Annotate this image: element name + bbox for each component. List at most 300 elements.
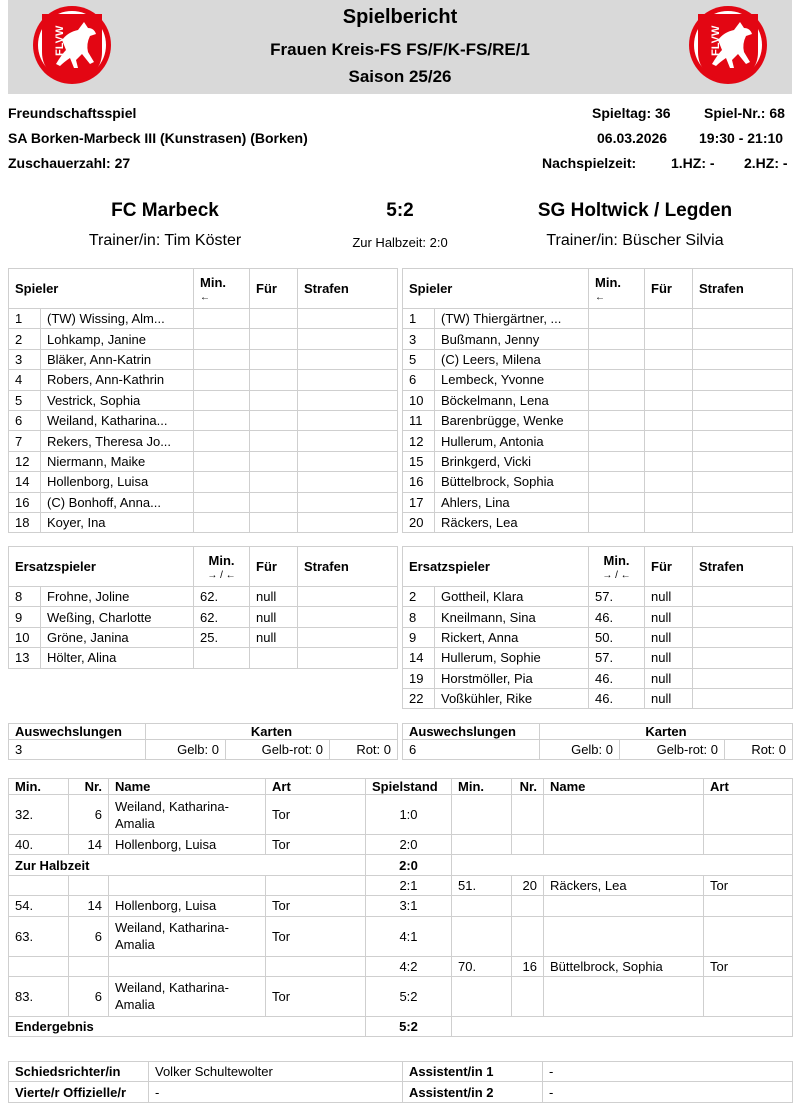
penalties-header: Strafen (693, 269, 793, 309)
home-trainer: Trainer/in: Tim Köster (88, 232, 242, 249)
sub-for (250, 648, 298, 668)
svg-text:FLVW: FLVW (710, 25, 722, 56)
home-goal-kind: Tor (266, 795, 366, 835)
home-goal-kind: Tor (266, 835, 366, 855)
home-subs-table (8, 546, 398, 669)
assistant1-name: - (543, 1062, 793, 1082)
sub-row (9, 648, 398, 668)
player-row (9, 451, 398, 471)
home-goal-minute: 54. (9, 896, 69, 916)
player-number: 15 (403, 451, 435, 471)
player-number: 16 (403, 472, 435, 492)
home-goal-kind (266, 956, 366, 976)
away-goal-scorer (544, 976, 704, 1016)
goal-standing: 3:1 (366, 896, 452, 916)
goal-min-header: Min. (452, 779, 512, 795)
final-score: 5:2 (386, 200, 414, 221)
home-goal-kind: Tor (266, 916, 366, 956)
away-goal-minute: 70. (452, 956, 512, 976)
penalties-header: Strafen (298, 269, 398, 309)
sub-for: null (250, 587, 298, 607)
sub-row (403, 648, 793, 668)
league-name: Frauen Kreis-FS FS/F/K-FS/RE/1 (270, 40, 530, 59)
for-header: Für (250, 547, 298, 587)
player-row (9, 370, 398, 390)
player-number: 3 (9, 349, 41, 369)
player-row (403, 329, 793, 349)
goal-row (9, 795, 793, 835)
players-header: Spieler (9, 269, 194, 309)
assistant1-label: Assistent/in 1 (403, 1062, 543, 1082)
away-goal-kind (704, 835, 793, 855)
sub-for: null (645, 668, 693, 688)
match-time: 19:30 - 21:10 (699, 130, 784, 146)
player-penalties (693, 587, 793, 607)
away-goal-kind: Tor (704, 956, 793, 976)
away-subs-table (402, 546, 793, 709)
sub-for: null (645, 627, 693, 647)
player-name: Niermann, Maike (41, 451, 194, 471)
player-row (9, 512, 398, 532)
away-goal-minute (452, 916, 512, 956)
player-for (250, 390, 298, 410)
cards-header: Karten (540, 724, 793, 740)
goal-kind-header: Art (266, 779, 366, 795)
goal-row (9, 916, 793, 956)
sub-row (403, 587, 793, 607)
away-goal-minute (452, 835, 512, 855)
matchday: Spieltag: 36 (592, 105, 671, 121)
player-for (250, 370, 298, 390)
flvw-logo-right (688, 4, 768, 86)
extra-time-first-half: 1.HZ: - (671, 155, 715, 171)
yellow-cards: Gelb: 0 (146, 740, 226, 760)
goal-empty (452, 1016, 793, 1036)
venue: SA Borken-Marbeck III (Kunstrasen) (Borken) (8, 130, 308, 146)
sub-for: null (250, 607, 298, 627)
player-name: Böckelmann, Lena (435, 390, 589, 410)
player-penalties (298, 349, 398, 369)
home-goal-number: 6 (69, 916, 109, 956)
away-goal-number (512, 896, 544, 916)
for-header: Für (645, 547, 693, 587)
player-min (194, 431, 250, 451)
sub-minute: 57. (589, 587, 645, 607)
sub-minute: 62. (194, 587, 250, 607)
goal-standing: 4:2 (366, 956, 452, 976)
player-number: 12 (9, 451, 41, 471)
player-name: Frohne, Joline (41, 587, 194, 607)
away-goal-minute (452, 795, 512, 835)
player-row (9, 309, 398, 329)
away-goal-kind (704, 916, 793, 956)
player-penalties (298, 329, 398, 349)
player-for (645, 492, 693, 512)
home-goal-minute (9, 875, 69, 895)
player-name: Hullerum, Antonia (435, 431, 589, 451)
player-penalties (298, 390, 398, 410)
home-goal-minute: 63. (9, 916, 69, 956)
sub-row (9, 607, 398, 627)
goal-row (9, 875, 793, 895)
player-min (194, 370, 250, 390)
player-name: Bläker, Ann-Katrin (41, 349, 194, 369)
player-penalties (298, 587, 398, 607)
player-min (194, 492, 250, 512)
players-header: Spieler (403, 269, 589, 309)
player-number: 13 (9, 648, 41, 668)
away-goal-kind (704, 896, 793, 916)
player-for (250, 451, 298, 471)
player-for (645, 329, 693, 349)
player-row (9, 472, 398, 492)
player-penalties (298, 410, 398, 430)
home-goal-scorer: Weiland, Katharina-Amalia (109, 916, 266, 956)
player-for (250, 329, 298, 349)
player-min (194, 329, 250, 349)
home-goal-minute (9, 956, 69, 976)
goal-standing: 4:1 (366, 916, 452, 956)
player-row (403, 492, 793, 512)
sub-row (403, 688, 793, 708)
home-goal-minute: 83. (9, 976, 69, 1016)
sub-minute: 46. (589, 688, 645, 708)
player-name: Brinkgerd, Vicki (435, 451, 589, 471)
away-team-name: SG Holtwick / Legden (537, 200, 733, 221)
player-for (645, 431, 693, 451)
player-row (403, 431, 793, 451)
referee-label: Schiedsrichter/in (9, 1062, 149, 1082)
substitution-count: 6 (403, 740, 540, 760)
player-min (589, 492, 645, 512)
final-row (9, 1016, 793, 1036)
player-name: (TW) Wissing, Alm... (41, 309, 194, 329)
player-number: 22 (403, 688, 435, 708)
player-number: 5 (9, 390, 41, 410)
player-name: Hölter, Alina (41, 648, 194, 668)
player-number: 19 (403, 668, 435, 688)
player-min (589, 431, 645, 451)
player-min (589, 451, 645, 471)
player-number: 6 (403, 370, 435, 390)
home-goal-kind: Tor (266, 976, 366, 1016)
home-goal-number: 6 (69, 795, 109, 835)
subs-header: Ersatzspieler (403, 547, 589, 587)
away-goal-number (512, 835, 544, 855)
player-number: 6 (9, 410, 41, 430)
player-row (403, 309, 793, 329)
player-for (645, 512, 693, 532)
player-number: 1 (9, 309, 41, 329)
player-min (589, 349, 645, 369)
player-for (250, 492, 298, 512)
home-goal-number: 6 (69, 976, 109, 1016)
player-name: (C) Bonhoff, Anna... (41, 492, 194, 512)
home-team-name: FC Marbeck (111, 200, 219, 221)
player-penalties (298, 431, 398, 451)
player-penalties (298, 512, 398, 532)
player-for (645, 410, 693, 430)
player-for (645, 451, 693, 471)
player-for (250, 349, 298, 369)
player-row (403, 390, 793, 410)
min-header: Min. → / ← (194, 547, 250, 587)
player-number: 2 (9, 329, 41, 349)
goal-row (9, 896, 793, 916)
home-goal-kind: Tor (266, 896, 366, 916)
fourth-official-name: - (149, 1082, 403, 1102)
player-number: 3 (403, 329, 435, 349)
player-min (194, 451, 250, 471)
player-min (589, 410, 645, 430)
home-goal-kind (266, 875, 366, 895)
away-goal-number (512, 795, 544, 835)
player-row (403, 472, 793, 492)
sub-for: null (645, 648, 693, 668)
sub-minute: 62. (194, 607, 250, 627)
player-min (589, 309, 645, 329)
sub-minute: 50. (589, 627, 645, 647)
report-header (8, 0, 792, 94)
fourth-official-label: Vierte/r Offizielle/r (9, 1082, 149, 1102)
red-cards: Rot: 0 (725, 740, 793, 760)
away-goal-kind (704, 976, 793, 1016)
away-goal-number: 16 (512, 956, 544, 976)
player-row (9, 390, 398, 410)
player-min (589, 390, 645, 410)
match-date: 06.03.2026 (597, 130, 668, 146)
player-penalties (298, 370, 398, 390)
player-row (403, 512, 793, 532)
player-name: Weßing, Charlotte (41, 607, 194, 627)
report-title: Spielbericht (342, 6, 458, 28)
substitutions-header: Auswechslungen (9, 724, 146, 740)
player-number: 20 (403, 512, 435, 532)
player-row (403, 410, 793, 430)
player-row (9, 410, 398, 430)
player-min (589, 329, 645, 349)
player-name: Hullerum, Sophie (435, 648, 589, 668)
player-number: 9 (9, 607, 41, 627)
away-players-table (402, 268, 793, 533)
goal-standing: 5:2 (366, 1016, 452, 1036)
player-number: 8 (403, 607, 435, 627)
goals-table (8, 778, 793, 1037)
home-goal-scorer: Hollenborg, Luisa (109, 896, 266, 916)
player-number: 10 (403, 390, 435, 410)
player-number: 2 (403, 587, 435, 607)
standing-header: Spielstand (366, 779, 452, 795)
away-goal-number: 20 (512, 875, 544, 895)
away-goal-kind: Tor (704, 875, 793, 895)
sub-minute: 57. (589, 648, 645, 668)
player-penalties (693, 329, 793, 349)
player-for (645, 309, 693, 329)
min-header: Min. ← (589, 269, 645, 309)
goal-standing: 1:0 (366, 795, 452, 835)
svg-text:FLVW: FLVW (54, 25, 66, 56)
player-number: 17 (403, 492, 435, 512)
subs-header: Ersatzspieler (9, 547, 194, 587)
player-penalties (693, 668, 793, 688)
player-penalties (693, 309, 793, 329)
player-row (9, 431, 398, 451)
player-penalties (298, 648, 398, 668)
goal-row (9, 835, 793, 855)
spectators: Zuschauerzahl: 27 (8, 155, 131, 171)
goal-standing: 2:0 (366, 855, 452, 875)
player-min (194, 309, 250, 329)
player-penalties (693, 472, 793, 492)
goal-summary-label: Zur Halbzeit (9, 855, 366, 875)
sub-row (403, 627, 793, 647)
penalties-header: Strafen (298, 547, 398, 587)
sub-minute (194, 648, 250, 668)
player-name: Koyer, Ina (41, 512, 194, 532)
game-number: Spiel-Nr.: 68 (704, 105, 785, 121)
player-number: 1 (403, 309, 435, 329)
player-penalties (298, 451, 398, 471)
player-name: Vestrick, Sophia (41, 390, 194, 410)
player-name: Gottheil, Klara (435, 587, 589, 607)
goal-name-header: Name (544, 779, 704, 795)
player-name: Barenbrügge, Wenke (435, 410, 589, 430)
goal-empty (452, 855, 793, 875)
player-for (645, 349, 693, 369)
player-number: 4 (9, 370, 41, 390)
away-goal-kind (704, 795, 793, 835)
extra-time-second-half: 2.HZ: - (744, 155, 788, 171)
home-goal-number (69, 956, 109, 976)
sub-row (403, 668, 793, 688)
player-name: Hollenborg, Luisa (41, 472, 194, 492)
yellow-red-cards: Gelb-rot: 0 (226, 740, 330, 760)
player-min (194, 390, 250, 410)
player-row (9, 349, 398, 369)
sub-for: null (645, 688, 693, 708)
goal-row (9, 956, 793, 976)
player-penalties (693, 492, 793, 512)
home-goal-number (69, 875, 109, 895)
away-summary-table (402, 723, 793, 760)
sub-row (9, 627, 398, 647)
home-goal-scorer: Hollenborg, Luisa (109, 835, 266, 855)
home-goal-scorer: Weiland, Katharina-Amalia (109, 976, 266, 1016)
player-name: (C) Leers, Milena (435, 349, 589, 369)
player-number: 11 (403, 410, 435, 430)
assistant2-name: - (543, 1082, 793, 1102)
player-penalties (693, 390, 793, 410)
player-row (403, 370, 793, 390)
for-header: Für (645, 269, 693, 309)
home-goal-number: 14 (69, 835, 109, 855)
player-penalties (693, 349, 793, 369)
sub-minute: 46. (589, 668, 645, 688)
home-goal-scorer: Weiland, Katharina-Amalia (109, 795, 266, 835)
away-goal-minute: 51. (452, 875, 512, 895)
player-name: Bußmann, Jenny (435, 329, 589, 349)
player-for (250, 431, 298, 451)
sub-minute: 25. (194, 627, 250, 647)
player-name: Räckers, Lea (435, 512, 589, 532)
goal-summary-label: Endergebnis (9, 1016, 366, 1036)
home-summary-table (8, 723, 398, 760)
red-cards: Rot: 0 (330, 740, 398, 760)
player-name: Ahlers, Lina (435, 492, 589, 512)
sub-for: null (645, 587, 693, 607)
home-goal-scorer (109, 956, 266, 976)
player-row (403, 349, 793, 369)
goal-standing: 2:1 (366, 875, 452, 895)
player-min (194, 512, 250, 532)
player-for (250, 410, 298, 430)
away-goal-scorer (544, 896, 704, 916)
player-number: 12 (403, 431, 435, 451)
away-goal-scorer (544, 916, 704, 956)
away-goal-minute (452, 896, 512, 916)
sub-minute: 46. (589, 607, 645, 627)
player-penalties (693, 431, 793, 451)
min-header: Min. → / ← (589, 547, 645, 587)
player-penalties (298, 309, 398, 329)
player-penalties (693, 370, 793, 390)
away-goal-number (512, 976, 544, 1016)
goal-row (9, 976, 793, 1016)
player-name: Büttelbrock, Sophia (435, 472, 589, 492)
player-row (9, 329, 398, 349)
player-penalties (693, 607, 793, 627)
penalties-header: Strafen (693, 547, 793, 587)
player-name: (TW) Thiergärtner, ... (435, 309, 589, 329)
goal-kind-header: Art (704, 779, 793, 795)
player-for (250, 472, 298, 492)
home-players-table (8, 268, 398, 533)
player-min (194, 472, 250, 492)
goal-standing: 2:0 (366, 835, 452, 855)
sub-for: null (645, 607, 693, 627)
player-penalties (298, 472, 398, 492)
home-goal-scorer (109, 875, 266, 895)
player-min (194, 349, 250, 369)
player-penalties (693, 512, 793, 532)
home-goal-number: 14 (69, 896, 109, 916)
halftime-row (9, 855, 793, 875)
player-number: 9 (403, 627, 435, 647)
player-penalties (693, 410, 793, 430)
substitution-count: 3 (9, 740, 146, 760)
referee-name: Volker Schultewolter (149, 1062, 403, 1082)
home-goal-minute: 32. (9, 795, 69, 835)
season: Saison 25/26 (348, 67, 452, 86)
player-penalties (693, 627, 793, 647)
player-name: Kneilmann, Sina (435, 607, 589, 627)
halftime-score: Zur Halbzeit: 2:0 (352, 235, 448, 250)
player-number: 10 (9, 627, 41, 647)
sub-for: null (250, 627, 298, 647)
player-min (194, 410, 250, 430)
officials-table (8, 1061, 793, 1103)
player-name: Horstmöller, Pia (435, 668, 589, 688)
player-for (645, 472, 693, 492)
assistant2-label: Assistent/in 2 (403, 1082, 543, 1102)
player-min (589, 512, 645, 532)
player-penalties (298, 607, 398, 627)
away-trainer: Trainer/in: Büscher Silvia (546, 232, 724, 249)
away-goal-scorer: Räckers, Lea (544, 875, 704, 895)
player-name: Lembeck, Yvonne (435, 370, 589, 390)
extra-time-label: Nachspielzeit: (542, 155, 637, 171)
away-goal-scorer (544, 795, 704, 835)
